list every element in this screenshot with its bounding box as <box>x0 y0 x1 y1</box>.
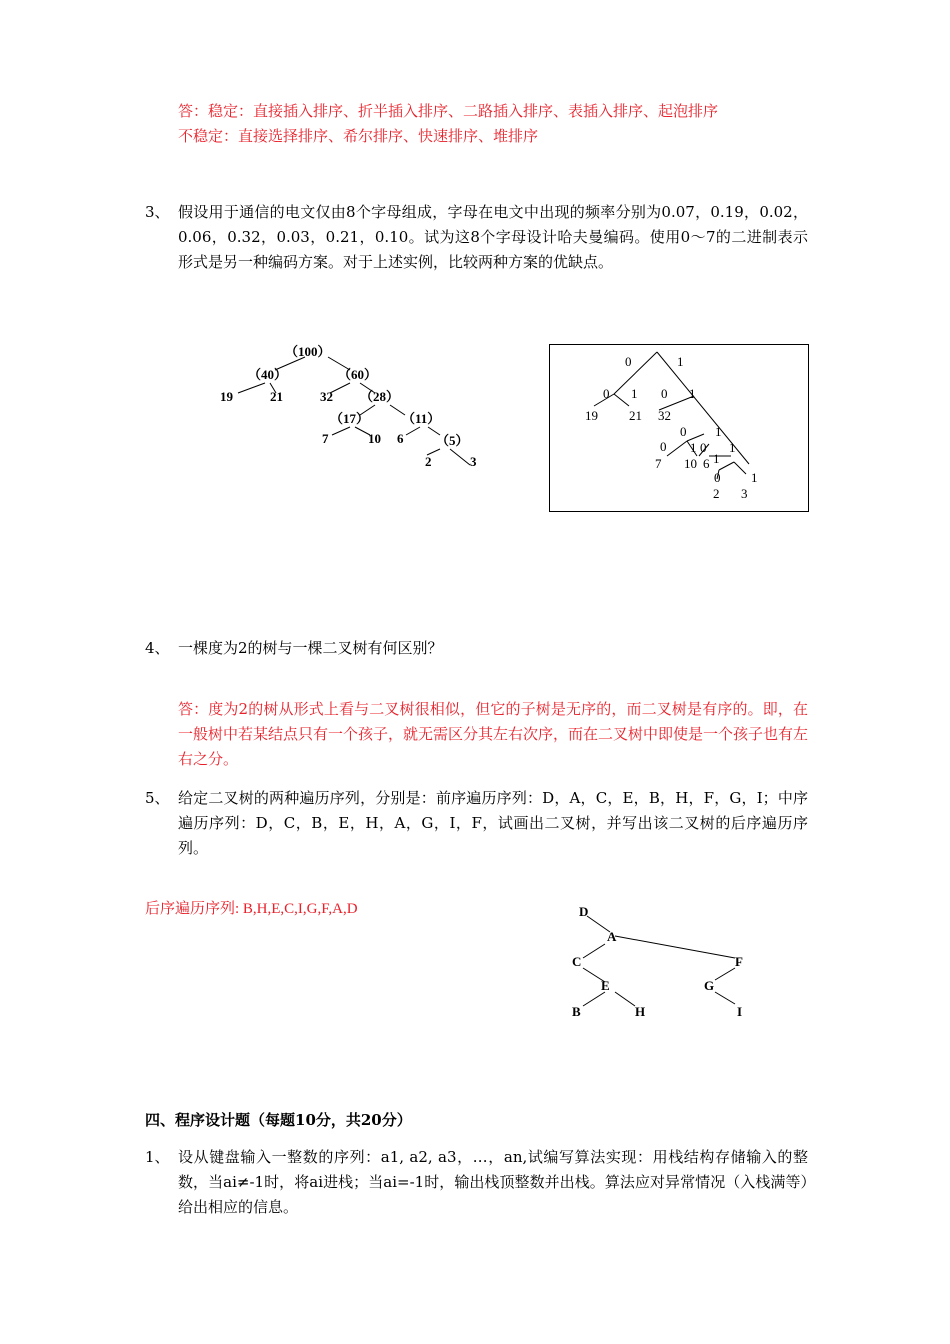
huffman-leaf-7: 7 <box>322 431 329 446</box>
huffman-node-100: （100） <box>285 344 331 359</box>
tree-node-E: E <box>601 978 610 993</box>
code-bit: 1 <box>631 386 638 401</box>
code-bit: 0 <box>680 424 687 439</box>
huffman-leaf-21: 21 <box>270 389 283 404</box>
tree-node-H: H <box>635 1004 646 1019</box>
q5-answer-postorder: 后序遍历序列: B,H,E,C,I,G,F,A,D <box>145 901 358 917</box>
huffman-leaf-10: 10 <box>368 431 381 446</box>
q5-text: 给定二叉树的两种遍历序列，分别是：前序遍历序列：D，A，C，E，B，H，F，G，I；中序遍历序列：D，C，B，E，H，A，G，I，F，试画出二叉树，并写出该二叉树的后序遍历序列。 <box>178 789 808 857</box>
q3-text: 假设用于通信的电文仅由8个字母组成，字母在电文中出现的频率分别为0.07，0.19，0.02，0.06，0.32，0.03，0.21，0.10。试为这8个字母设计哈夫曼编码。使用0～7的二进制表示形式是另一种编码方案。对于上述实例，比较两种方案的优缺点。 <box>178 203 808 271</box>
huffman-tree <box>210 335 500 485</box>
huffman-leaf-32: 32 <box>320 389 333 404</box>
code-bit: 1 <box>729 440 736 455</box>
code-bit: 0 <box>625 354 632 369</box>
code-bit: 1 <box>715 424 722 439</box>
q4-number: 4、 <box>145 639 170 657</box>
binary-tree <box>565 900 765 1025</box>
code-bit: 0 <box>661 386 668 401</box>
code-leaf: 19 <box>585 408 598 423</box>
q3-number: 3、 <box>145 203 170 221</box>
tree-node-D: D <box>579 904 589 919</box>
huffman-node-5: （5） <box>436 433 469 448</box>
tree-node-B: B <box>572 1004 581 1019</box>
code-bit: 0 <box>660 439 667 454</box>
huffman-node-11: （11） <box>402 411 441 426</box>
answer-stable-line: 答：稳定：直接插入排序、折半插入排序、二路插入排序、表插入排序、起泡排序 <box>178 102 719 120</box>
huffman-leaf-2: 2 <box>425 454 432 469</box>
code-leaf: 3 <box>741 486 748 501</box>
huffman-leaf-6: 6 <box>397 431 404 446</box>
huffman-leaf-3: 3 <box>470 454 477 469</box>
huffman-leaf-19: 19 <box>220 389 233 404</box>
s4-q1-number: 1、 <box>145 1148 170 1166</box>
code-bit: 1 <box>677 354 684 369</box>
code-leaf: 21 <box>629 408 642 423</box>
tree-node-F: F <box>735 954 743 969</box>
q5-number: 5、 <box>145 789 170 807</box>
code-bit: 0 <box>603 386 610 401</box>
huffman-node-17: （17） <box>330 411 370 426</box>
tree-node-A: A <box>607 929 617 944</box>
code-bit: 0 <box>700 440 707 455</box>
code-tree-box <box>549 344 809 512</box>
q4-answer: 答：度为2的树从形式上看与二叉树很相似，但它的子树是无序的，而二叉树是有序的。即，在一般树中若某结点只有一个孩子，就无需区分其左右次序，而在二叉树中即使是一个孩子也有左右之分。 <box>178 700 809 768</box>
section-heading: 四、程序设计题（每题10分，共20分） <box>145 1111 412 1129</box>
huffman-node-28: （28） <box>360 389 400 404</box>
code-bit: 1 <box>751 470 758 485</box>
code-leaf: 7 <box>655 456 662 471</box>
s4-q1-text: 设从键盘输入一整数的序列：a1, a2, a3，…，an,试编写算法实现：用栈结构存储输入的整数，当ai≠-1时，将ai进栈；当ai=-1时，输出栈顶整数并出栈。算法应对异常情况（入栈满等）给出相应的信息。 <box>178 1148 808 1216</box>
tree-node-C: C <box>572 954 582 969</box>
huffman-node-40: （40） <box>248 367 288 382</box>
code-leaf: 10 <box>684 456 697 471</box>
code-leaf: 2 <box>713 486 720 501</box>
code-bit: 1 <box>690 440 697 455</box>
code-leaf: 6 <box>703 456 710 471</box>
tree-node-G: G <box>704 978 715 993</box>
tree-node-I: I <box>737 1004 743 1019</box>
code-bit: 1 <box>689 386 696 401</box>
q4-text: 一棵度为2的树与一棵二叉树有何区别？ <box>178 639 443 657</box>
huffman-node-60: （60） <box>338 367 378 382</box>
answer-unstable-line: 不稳定：直接选择排序、希尔排序、快速排序、堆排序 <box>178 127 539 145</box>
code-bit: 1 <box>713 451 720 466</box>
code-bit: 0 <box>714 470 721 485</box>
code-leaf: 32 <box>658 408 671 423</box>
